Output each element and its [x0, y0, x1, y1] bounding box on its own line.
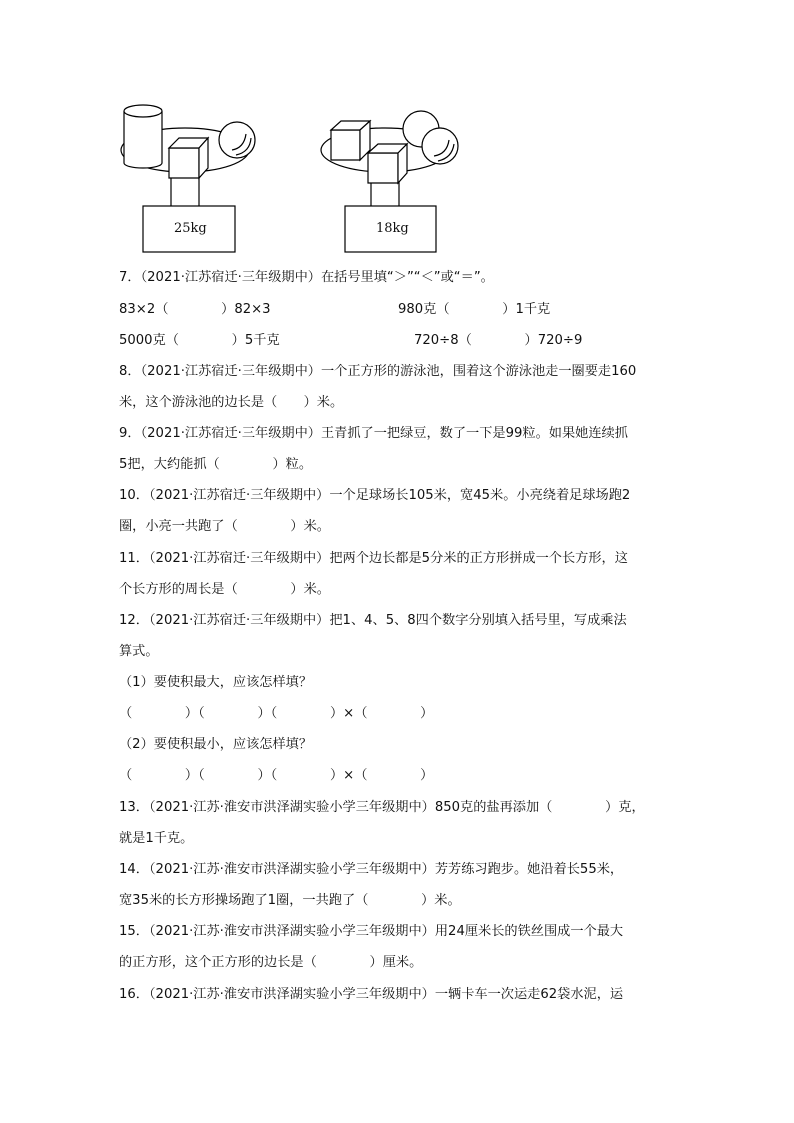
- cube-icon: [169, 138, 208, 178]
- question-12-part1-blanks: （ ）（ ）（ ）×（ ）: [119, 706, 434, 721]
- question-12-cont: 算式。: [119, 644, 159, 659]
- question-11: 11．（2021·江苏宿迁·三年级期中）把两个边长都是5分米的正方形拼成一个长方形，这: [119, 551, 628, 566]
- question-14-cont: 宽35米的长方形操场跑了1圈，一共跑了（ ）米。: [119, 893, 461, 908]
- question-12-part2: （2）要使积最小，应该怎样填？: [119, 737, 313, 752]
- q7-compare-d: 720÷8（ ）720÷9: [414, 333, 583, 348]
- left-scale-weight: 25kg: [174, 221, 207, 236]
- question-15: 15．（2021·江苏·淮安市洪泽湖实验小学三年级期中）用24厘米长的铁丝围成一个最大: [119, 924, 624, 939]
- q7-compare-c: 5000克（ ）5千克: [119, 333, 280, 348]
- question-15-cont: 的正方形，这个正方形的边长是（ ）厘米。: [119, 955, 423, 970]
- question-7: 7．（2021·江苏宿迁·三年级期中）在括号里填“＞”“＜”或“＝”。: [119, 270, 494, 285]
- question-11-cont: 个长方形的周长是（ ）米。: [119, 582, 330, 597]
- q7-compare-b: 980克（ ）1千克: [398, 302, 551, 317]
- question-16: 16．（2021·江苏·淮安市洪泽湖实验小学三年级期中）一辆卡车一次运走62袋水泥，运: [119, 987, 624, 1002]
- ball-icon: [422, 128, 458, 164]
- question-9: 9．（2021·江苏宿迁·三年级期中）王青抓了一把绿豆，数了一下是99粒。如果她连续抓: [119, 426, 628, 441]
- question-8-cont: 米，这个游泳池的边长是（ ）米。: [119, 395, 344, 410]
- question-12-part1: （1）要使积最大，应该怎样填？: [119, 675, 313, 690]
- question-13: 13．（2021·江苏·淮安市洪泽湖实验小学三年级期中）850克的盐再添加（ ）克，: [119, 800, 645, 815]
- cylinder-icon: [124, 105, 162, 168]
- question-10-cont: 圈，小亮一共跑了（ ）米。: [119, 519, 330, 534]
- cube-icon: [368, 144, 407, 183]
- question-12-part2-blanks: （ ）（ ）（ ）×（ ）: [119, 768, 434, 783]
- right-scale-weight: 18kg: [376, 221, 409, 236]
- question-14: 14．（2021·江苏·淮安市洪泽湖实验小学三年级期中）芳芳练习跑步。她沿着长55米，: [119, 862, 624, 877]
- question-13-cont: 就是1千克。: [119, 831, 194, 846]
- ball-icon: [219, 122, 255, 158]
- question-9-cont: 5把，大约能抓（ ）粒。: [119, 457, 313, 472]
- cube-icon: [331, 121, 370, 160]
- question-12: 12．（2021·江苏宿迁·三年级期中）把1、4、5、8四个数字分别填入括号里，写成乘法: [119, 613, 627, 628]
- q7-compare-a: 83×2（ ）82×3: [119, 302, 271, 317]
- question-8: 8．（2021·江苏宿迁·三年级期中）一个正方形的游泳池，围着这个游泳池走一圈要走160: [119, 364, 637, 379]
- question-10: 10．（2021·江苏宿迁·三年级期中）一个足球场长105米，宽45米。小亮绕着足球场跑2: [119, 488, 631, 503]
